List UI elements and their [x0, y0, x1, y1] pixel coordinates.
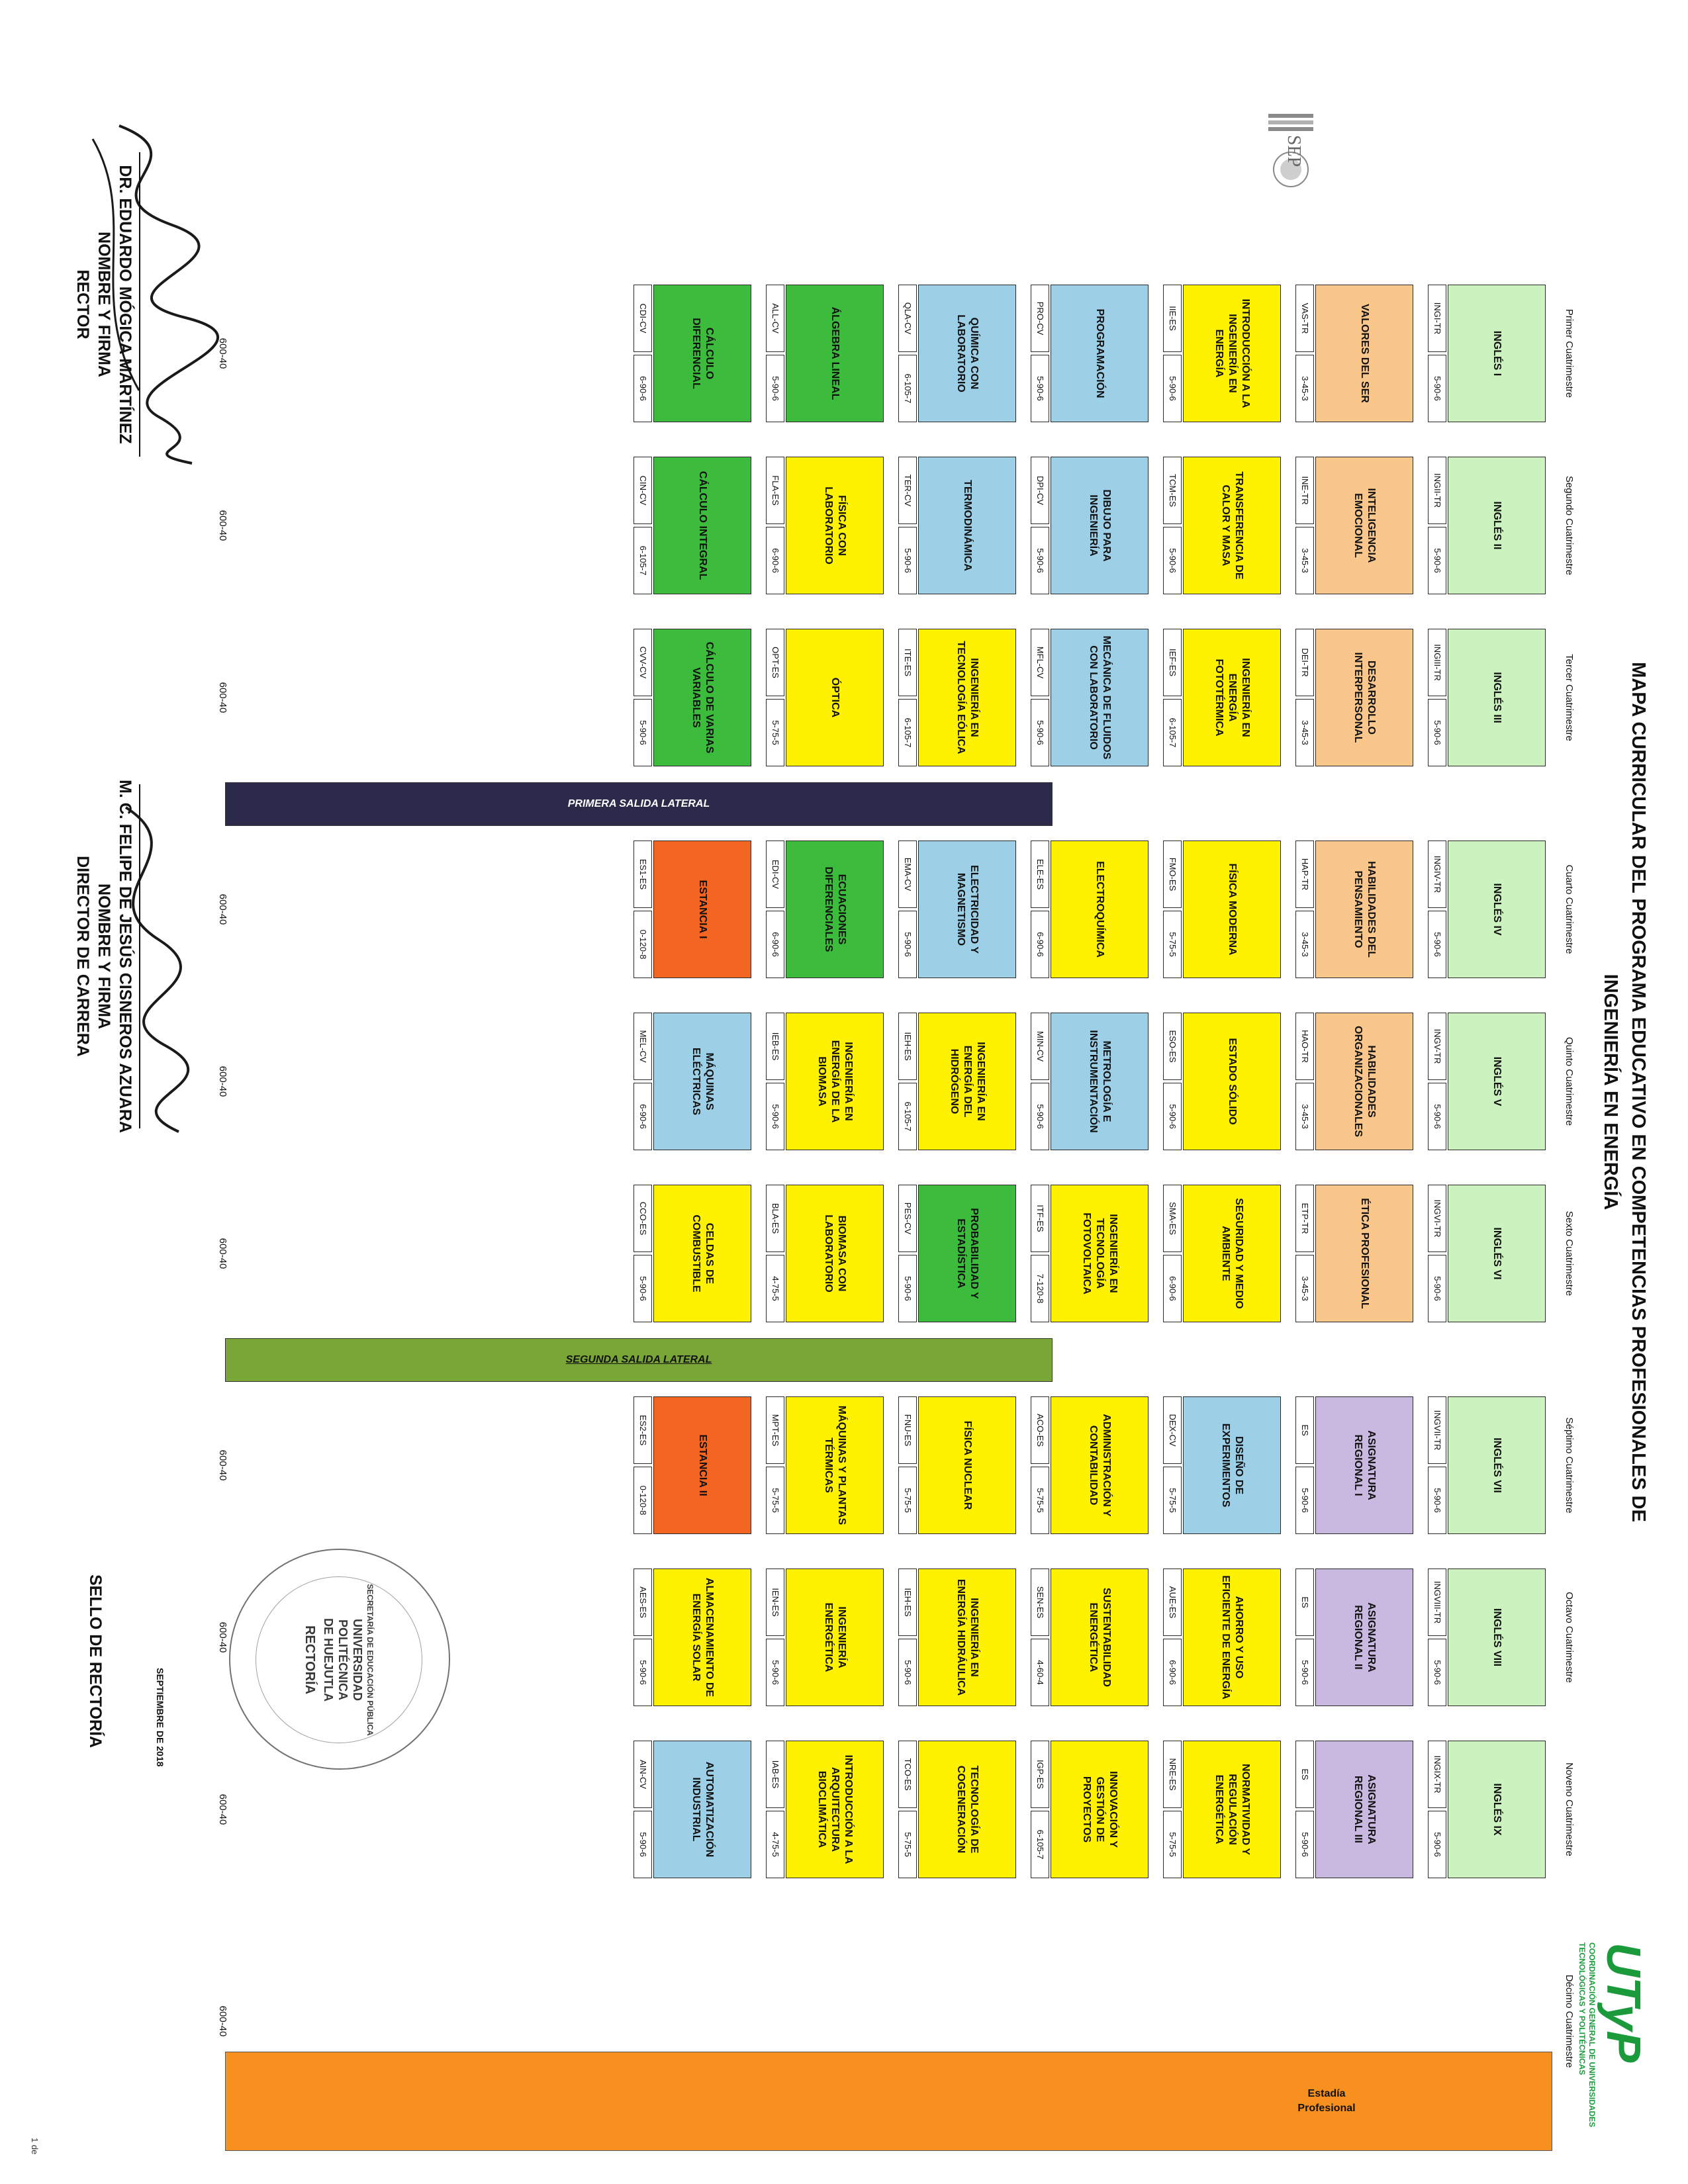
course-credits: 5-90-6 [898, 527, 917, 594]
course-code: ES [1295, 1569, 1314, 1636]
course-code: INGVII-TR [1428, 1396, 1446, 1464]
course-code: OPT-ES [766, 629, 784, 696]
course-code: PRO-CV [1031, 285, 1049, 352]
course-code: MIN-CV [1031, 1013, 1049, 1080]
course-name: MÁQUINAS ELÉCTRICAS [653, 1013, 751, 1150]
column-hours: 600-40 [217, 1794, 228, 1825]
course-credits: 5-90-6 [1428, 1811, 1446, 1878]
course-credits: 6-105-7 [898, 1083, 917, 1150]
course-code: INGVI-TR [1428, 1185, 1446, 1252]
rectoria-seal-inner [256, 1576, 422, 1743]
course-credits: 5-90-6 [1295, 1811, 1314, 1878]
course-credits: 5-90-6 [898, 1255, 917, 1322]
course-credits: 5-90-6 [1163, 355, 1182, 422]
course-credits: 5-90-6 [1428, 699, 1446, 766]
course-code: EDI-CV [766, 841, 784, 908]
course-name: ASIGNATURA REGIONAL III [1315, 1741, 1413, 1878]
utp-logo-text: UTyP [1597, 1942, 1650, 2063]
course-name: ÉTICA PROFESIONAL [1315, 1185, 1413, 1322]
course-code: IEB-ES [766, 1013, 784, 1080]
course-credits: 5-90-6 [1428, 1467, 1446, 1534]
course-code: ELE-ES [1031, 841, 1049, 908]
course-name: ÓPTICA [786, 629, 884, 766]
course-code: IEF-ES [1163, 629, 1182, 696]
course-credits: 6-90-6 [633, 355, 652, 422]
course-credits: 3-45-3 [1295, 911, 1314, 978]
course-name: INGENIERÍA EN TECNOLOGÍA EÓLICA [918, 629, 1016, 766]
course-code: EMA-CV [898, 841, 917, 908]
course-credits: 5-90-6 [898, 911, 917, 978]
estadia-line-2: Profesional [1297, 2103, 1356, 2114]
course-name: INGLÉS V [1448, 1013, 1546, 1150]
course-credits: 6-105-7 [1031, 1811, 1049, 1878]
course-credits: 4-75-5 [766, 1255, 784, 1322]
course-credits: 5-90-6 [766, 1083, 784, 1150]
course-name: INGLÉS III [1448, 629, 1546, 766]
course-name: ELECTRICIDAD Y MAGNETISMO [918, 841, 1016, 978]
course-credits: 5-90-6 [1428, 527, 1446, 594]
course-name: PROBABILIDAD Y ESTADÍSTICA [918, 1185, 1016, 1322]
course-name: INGENIERÍA EN ENERGÍA DEL HIDRÓGENO [918, 1013, 1016, 1150]
course-code: INGI-TR [1428, 285, 1446, 352]
course-name: DIBUJO PARA INGENIERÍA [1051, 457, 1149, 594]
estadia-label [1297, 2087, 1355, 2116]
semester-label: Cuarto Cuatrimestre [1564, 864, 1575, 954]
course-code: CDI-CV [633, 285, 652, 352]
course-credits: 5-75-5 [1163, 1467, 1182, 1534]
course-name: INGENIERÍA ENERGÉTICA [786, 1569, 884, 1706]
course-code: QLA-CV [898, 285, 917, 352]
course-code: FNU-ES [898, 1396, 917, 1464]
course-credits: 5-90-6 [633, 1639, 652, 1706]
course-credits: 5-90-6 [1428, 1639, 1446, 1706]
course-name: HABILIDADES ORGANIZACIONALES [1315, 1013, 1413, 1150]
cycle-bar-3: TERCER CICLO DE FORMACIÓN [1583, 1566, 1593, 1710]
course-code: MEL-CV [633, 1013, 652, 1080]
sep-logo-text: SEP [1284, 135, 1304, 167]
semester-label: Quinto Cuatrimestre [1564, 1036, 1575, 1126]
course-credits: 5-90-6 [1031, 699, 1049, 766]
course-credits: 5-75-5 [1163, 911, 1182, 978]
course-code: IEH-ES [898, 1013, 917, 1080]
course-name: ASIGNATURA REGIONAL II [1315, 1569, 1413, 1706]
course-name: SUSTENTABILIDAD ENERGÉTICA [1051, 1569, 1149, 1706]
utp-subtitle-1: COORDINACIÓN GENERAL DE UNIVERSIDADES [1587, 1942, 1597, 2128]
course-code: ETP-TR [1295, 1185, 1314, 1252]
course-name: INTRODUCCIÓN A LA ARQUITECTURA BIOCLIMÁTICA [786, 1741, 884, 1878]
course-code: AUE-ES [1163, 1569, 1182, 1636]
course-name: TERMODINÁMICA [918, 457, 1016, 594]
course-credits: 6-90-6 [766, 527, 784, 594]
course-credits: 3-45-3 [1295, 699, 1314, 766]
course-code: INGV-TR [1428, 1013, 1446, 1080]
course-credits: 6-90-6 [1163, 1255, 1182, 1322]
course-name: INGENIERÍA EN ENERGÍA DE LA BIOMASA [786, 1013, 884, 1150]
course-name: ALMACENAMIENTO DE ENERGÍA SOLAR [653, 1569, 751, 1706]
column-hours: 600-40 [217, 682, 228, 713]
course-credits: 6-105-7 [633, 527, 652, 594]
course-name: VALORES DEL SER [1315, 285, 1413, 422]
course-name: AHORRO Y USO EFICIENTE DE ENERGÍA [1183, 1569, 1281, 1706]
column-hours: 600-40 [217, 1621, 228, 1653]
course-code: FMO-ES [1163, 841, 1182, 908]
lateral-exit-label: SEGUNDA SALIDA LATERAL [565, 1354, 712, 1365]
course-name: PROGRAMACIÓN [1051, 285, 1149, 422]
course-credits: 3-45-3 [1295, 1083, 1314, 1150]
course-code: ES1-ES [633, 841, 652, 908]
course-credits: 5-90-6 [1428, 1083, 1446, 1150]
course-credits: 5-90-6 [1428, 1255, 1446, 1322]
seal-ring-text: SECRETARÍA DE EDUCACIÓN PÚBLICA [365, 1584, 375, 1736]
lateral-exit-bar-1 [225, 782, 1053, 826]
course-name: CÁLCULO DE VARIAS VARIABLES [653, 629, 751, 766]
course-credits: 5-75-5 [1163, 1811, 1182, 1878]
estadia-profesional-block [225, 2052, 1552, 2151]
seal-line-4: RECTORÍA [303, 1625, 317, 1695]
rector-signature-block [72, 86, 136, 523]
course-code: AIN-CV [633, 1741, 652, 1808]
course-credits: 6-90-6 [1031, 911, 1049, 978]
course-name: ELECTROQUÍMICA [1051, 841, 1149, 978]
course-credits: 5-75-5 [1031, 1467, 1049, 1534]
semester-label: Décimo Cuatrimestre [1564, 1974, 1575, 2068]
column-hours: 600-40 [217, 2005, 228, 2037]
course-code: IEH-ES [898, 1569, 917, 1636]
course-credits: 4-60-4 [1031, 1639, 1049, 1706]
lateral-exit-label: PRIMERA SALIDA LATERAL [567, 798, 710, 809]
course-code: DPI-CV [1031, 457, 1049, 524]
course-credits: 0-120-8 [633, 1467, 652, 1534]
course-code: PES-CV [898, 1185, 917, 1252]
course-credits: 6-90-6 [633, 1083, 652, 1150]
course-code: INE-TR [1295, 457, 1314, 524]
course-code: CVV-CV [633, 629, 652, 696]
course-code: ACO-ES [1031, 1396, 1049, 1464]
course-code: INGIII-TR [1428, 629, 1446, 696]
course-name: TECNOLOGÍA DE COGENERACIÓN [918, 1741, 1016, 1878]
course-code: SEN-ES [1031, 1569, 1049, 1636]
course-credits: 5-90-6 [1031, 1083, 1049, 1150]
course-credits: 5-75-5 [898, 1467, 917, 1534]
course-code: CIN-CV [633, 457, 652, 524]
course-name: INTRODUCCIÓN A LA INGENIERÍA EN ENERGÍA [1183, 285, 1281, 422]
course-name: INTELIGENCIA EMOCIONAL [1315, 457, 1413, 594]
course-code: ITF-ES [1031, 1185, 1049, 1252]
course-credits: 5-75-5 [766, 1467, 784, 1534]
cycle-bar-1: PRIMER CICLO DE FORMACIÓN [1583, 455, 1593, 597]
course-name: NORMATIVIDAD Y REGULACIÓN ENERGÉTICA [1183, 1741, 1281, 1878]
column-hours: 600-40 [217, 893, 228, 925]
course-credits: 5-90-6 [1163, 1083, 1182, 1150]
course-name: INGLÉS II [1448, 457, 1546, 594]
course-code: ITE-ES [898, 629, 917, 696]
page-title: MAPA CURRICULAR DEL PROGRAMA EDUCATIVO EN COMPETENCIAS PROFESIONALES DE [1628, 662, 1649, 1522]
utp-logo [1575, 1942, 1648, 2141]
course-code: IEN-ES [766, 1569, 784, 1636]
course-name: INNOVACIÓN Y GESTIÓN DE PROYECTOS [1051, 1741, 1149, 1878]
course-credits: 6-105-7 [898, 699, 917, 766]
course-credits: 5-90-6 [898, 1639, 917, 1706]
course-name: ESTANCIA I [653, 841, 751, 978]
course-code: DEX-CV [1163, 1396, 1182, 1464]
lateral-exit-bar-2 [225, 1338, 1053, 1382]
course-credits: 5-90-6 [633, 699, 652, 766]
course-name: MÁQUINAS Y PLANTAS TÉRMICAS [786, 1396, 884, 1534]
course-name: INGENIERÍA EN TECNOLOGÍA FOTOVOLTAICA [1051, 1185, 1149, 1322]
director-signature-block [72, 715, 136, 1198]
course-name: METROLOGÍA E INSTRUMENTACIÓN [1051, 1013, 1149, 1150]
course-credits: 5-90-6 [1031, 527, 1049, 594]
course-name: FÍSICA MODERNA [1183, 841, 1281, 978]
course-credits: 3-45-3 [1295, 355, 1314, 422]
column-hours: 600-40 [217, 510, 228, 541]
course-name: CÁLCULO INTEGRAL [653, 457, 751, 594]
rectoria-seal [229, 1549, 450, 1770]
course-name: DISEÑO DE EXPERIMENTOS [1183, 1396, 1281, 1534]
course-credits: 5-90-6 [766, 355, 784, 422]
course-code: INGII-TR [1428, 457, 1446, 524]
course-code: IAB-ES [766, 1741, 784, 1808]
course-name: INGLÉS VIII [1448, 1569, 1546, 1706]
course-code: TER-CV [898, 457, 917, 524]
course-name: FÍSICA NUCLEAR [918, 1396, 1016, 1534]
director-signature-line [139, 784, 140, 1128]
column-hours: 600-40 [217, 338, 228, 369]
course-code: INGIV-TR [1428, 841, 1446, 908]
course-credits: 5-90-6 [1428, 911, 1446, 978]
course-credits: 3-45-3 [1295, 527, 1314, 594]
course-code: HAO-TR [1295, 1013, 1314, 1080]
course-name: FÍSICA CON LABORATORIO [786, 457, 884, 594]
course-code: DEI-TR [1295, 629, 1314, 696]
course-code: NRE-ES [1163, 1741, 1182, 1808]
column-hours: 600-40 [217, 1066, 228, 1097]
course-code: TCO-ES [898, 1741, 917, 1808]
course-name: CELDAS DE COMBUSTIBLE [653, 1185, 751, 1322]
course-code: HAP-TR [1295, 841, 1314, 908]
course-name: ÁLGEBRA LINEAL [786, 285, 884, 422]
course-credits: 6-90-6 [766, 911, 784, 978]
course-code: ALL-CV [766, 285, 784, 352]
sep-logo [1264, 111, 1317, 191]
course-code: TCM-ES [1163, 457, 1182, 524]
course-code: FLA-ES [766, 457, 784, 524]
course-code: INGVIII-TR [1428, 1569, 1446, 1636]
semester-label: Noveno Cuatrimestre [1564, 1762, 1575, 1856]
course-name: INGLÉS IX [1448, 1741, 1546, 1878]
director-role: DIRECTOR DE CARRERA [73, 856, 92, 1057]
course-name: DESARROLLO INTERPERSONAL [1315, 629, 1413, 766]
course-credits: 5-75-5 [898, 1811, 917, 1878]
semester-label: Segundo Cuatrimestre [1564, 475, 1575, 576]
seal-line-2: POLITÉCNICA [336, 1619, 350, 1700]
course-name: INGLÉS VI [1448, 1185, 1546, 1322]
page-subtitle: INGENIERÍA EN ENERGÍA [1600, 974, 1621, 1210]
course-credits: 6-105-7 [898, 355, 917, 422]
course-code: VAS-TR [1295, 285, 1314, 352]
course-credits: 5-90-6 [766, 1639, 784, 1706]
course-code: ES2-ES [633, 1396, 652, 1464]
course-credits: 5-90-6 [1031, 355, 1049, 422]
semester-label: Octavo Cuatrimestre [1564, 1592, 1575, 1683]
course-name: ECUACIONES DIFERENCIALES [786, 841, 884, 978]
rector-caption: NOMBRE Y FIRMA [95, 232, 113, 377]
estadia-line-1: Estadía [1307, 2088, 1346, 2099]
course-name: ADMINISTRACIÓN Y CONTABILIDAD [1051, 1396, 1149, 1534]
director-name: M. C. FELIPE DE JESÚS CISNEROS AZUARA [116, 780, 134, 1133]
course-name: INGLÉS VII [1448, 1396, 1546, 1534]
course-name: INGLÉS I [1448, 285, 1546, 422]
director-caption: NOMBRE Y FIRMA [95, 884, 113, 1029]
course-name: ESTADO SÓLIDO [1183, 1013, 1281, 1150]
column-hours: 600-40 [217, 1449, 228, 1481]
course-name: ESTANCIA II [653, 1396, 751, 1534]
rector-role: RECTOR [73, 269, 92, 340]
rector-signature-line [139, 152, 140, 457]
course-code: BLA-ES [766, 1185, 784, 1252]
course-code: ES [1295, 1741, 1314, 1808]
course-credits: 7-120-8 [1031, 1255, 1049, 1322]
course-credits: 0-120-8 [633, 911, 652, 978]
course-name: INGENIERÍA EN ENERGÍA FOTOTÉRMICA [1183, 629, 1281, 766]
course-credits: 5-90-6 [1295, 1639, 1314, 1706]
course-credits: 5-90-6 [633, 1255, 652, 1322]
course-name: SEGURIDAD Y MEDIO AMBIENTE [1183, 1185, 1281, 1322]
course-name: ASIGNATURA REGIONAL I [1315, 1396, 1413, 1534]
course-credits: 6-90-6 [1163, 1639, 1182, 1706]
course-code: INGIX-TR [1428, 1741, 1446, 1808]
course-code: SMA-ES [1163, 1185, 1182, 1252]
seal-line-3: DE HUEJUTLA [322, 1617, 335, 1702]
course-code: ES [1295, 1396, 1314, 1464]
course-credits: 6-105-7 [1163, 699, 1182, 766]
course-name: BIOMASA CON LABORATORIO [786, 1185, 884, 1322]
course-code: MPT-ES [766, 1396, 784, 1464]
course-name: MECÁNICA DE FLUIDOS CON LABORATORIO [1051, 629, 1149, 766]
course-code: AES-ES [633, 1569, 652, 1636]
course-code: IIE-ES [1163, 285, 1182, 352]
course-credits: 5-90-6 [1163, 527, 1182, 594]
course-name: QUÍMICA CON LABORATORIO [918, 285, 1016, 422]
course-credits: 5-90-6 [1295, 1467, 1314, 1534]
course-code: MFL-CV [1031, 629, 1049, 696]
course-name: TRANSFERENCIA DE CALOR Y MASA [1183, 457, 1281, 594]
semester-label: Sexto Cuatrimestre [1564, 1210, 1575, 1297]
course-credits: 3-45-3 [1295, 1255, 1314, 1322]
page-number: 1 de [30, 2138, 40, 2155]
semester-label: Tercer Cuatrimestre [1564, 654, 1575, 741]
cycle-bar-2: SEGUNDO CICLO DE FORMACIÓN [1583, 1005, 1593, 1159]
course-name: INGLÉS IV [1448, 841, 1546, 978]
semester-label: Séptimo Cuatrimestre [1564, 1417, 1575, 1514]
column-hours: 600-40 [217, 1238, 228, 1269]
utp-subtitle-2: TECNOLÓGICAS Y POLITÉCNICAS [1577, 1942, 1587, 2075]
seal-caption: SELLO DE RECTORÍA [86, 1574, 105, 1749]
course-name: CÁLCULO DIFERENCIAL [653, 285, 751, 422]
course-credits: 5-75-5 [766, 699, 784, 766]
semester-label: Primer Cuatrimestre [1564, 308, 1575, 398]
rector-name: DR. EDUARDO MÓGICA MARTÍNEZ [116, 165, 134, 444]
course-code: CCO-ES [633, 1185, 652, 1252]
seal-line-1: UNIVERSIDAD [351, 1618, 364, 1701]
course-credits: 5-90-6 [633, 1811, 652, 1878]
course-name: HABILIDADES DEL PENSAMIENTO [1315, 841, 1413, 978]
course-code: IGP-ES [1031, 1741, 1049, 1808]
course-code: ESO-ES [1163, 1013, 1182, 1080]
course-name: AUTOMATIZACIÓN INDUSTRIAL [653, 1741, 751, 1878]
course-credits: 4-75-5 [766, 1811, 784, 1878]
course-name: INGENIERÍA EN ENERGÍA HIDRÁULICA [918, 1569, 1016, 1706]
date-footer: SEPTIEMBRE DE 2018 [155, 1668, 165, 1767]
course-credits: 5-90-6 [1428, 355, 1446, 422]
